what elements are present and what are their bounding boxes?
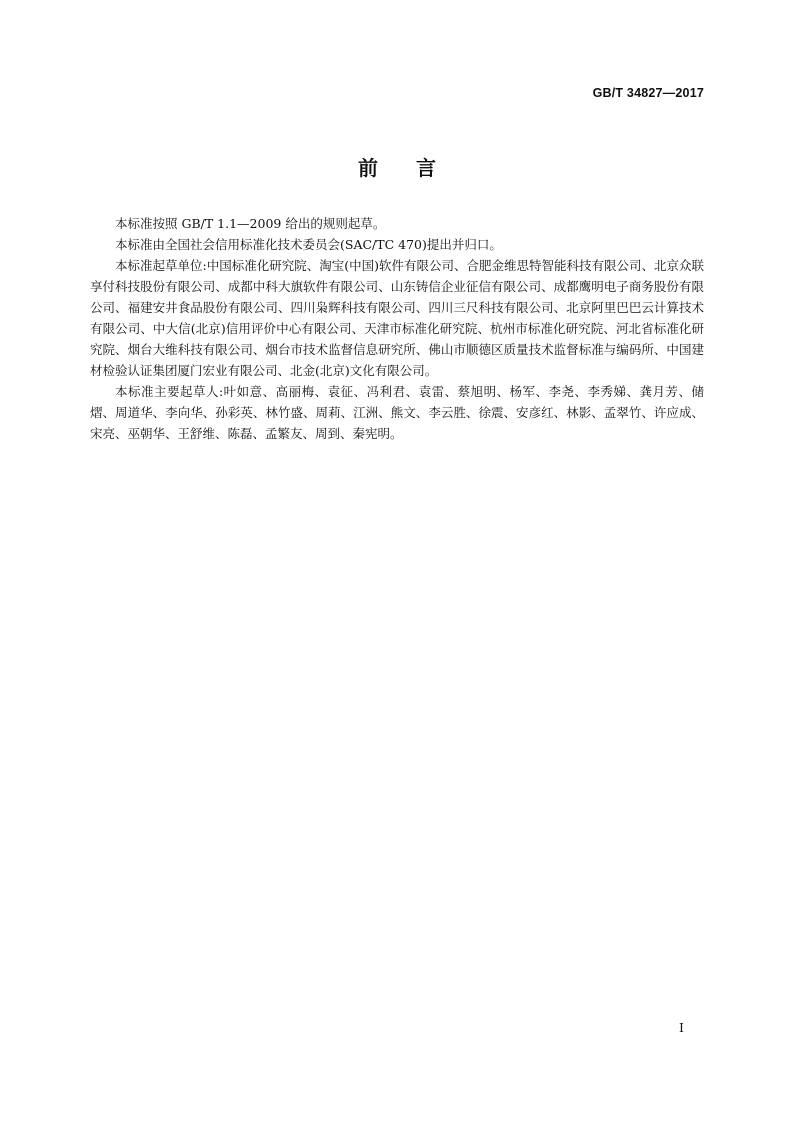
page-number: I <box>679 1020 684 1035</box>
drafting-rules-paragraph: 本标准按照 GB/T 1.1—2009 给出的规则起草。 <box>115 216 386 231</box>
main-drafters-paragraph: 本标准主要起草人:叶如意、高丽梅、袁征、冯利君、袁雷、蔡旭明、杨军、李尧、李秀娣、龚月芳、储熠、周道华、李向华、孙彩英、林竹盛、周莉、江洲、熊文、李云胜、徐震、安彦红、林影、孟翠竹、许应成、宋亮、巫朝华、王舒维、陈磊、孟繁友、周到、秦宪明。 <box>90 384 704 441</box>
standard-number: GB/T 34827—2017 <box>592 86 704 100</box>
drafting-units-paragraph: 本标准起草单位:中国标准化研究院、淘宝(中国)软件有限公司、合肥金维思特智能科技有限公司、北京众联享付科技股份有限公司、成都中科大旗软件有限公司、山东铸信企业征信有限公司、成都鹰明电子商务股份有限公司、福建安井食品股份有限公司、四川枭辉科技有限公司、四川三尺科技有限公司、北京阿里巴巴云计算技术有限公司、中大信(北京)信用评价中心有限公司、天津市标准化研究院、杭州市标准化研究院、河北省标准化研究院、烟台大维科技有限公司、烟台市技术监督信息研究所、佛山市顺德区质量技术监督标准与编码所、中国建材检验认证集团厦门宏业有限公司、北金(北京)文化有限公司。 <box>90 258 704 378</box>
committee-paragraph: 本标准由全国社会信用标准化技术委员会(SAC/TC 470)提出并归口。 <box>115 237 502 252</box>
page-title: 前言 <box>358 156 474 180</box>
foreword-body <box>90 213 704 444</box>
